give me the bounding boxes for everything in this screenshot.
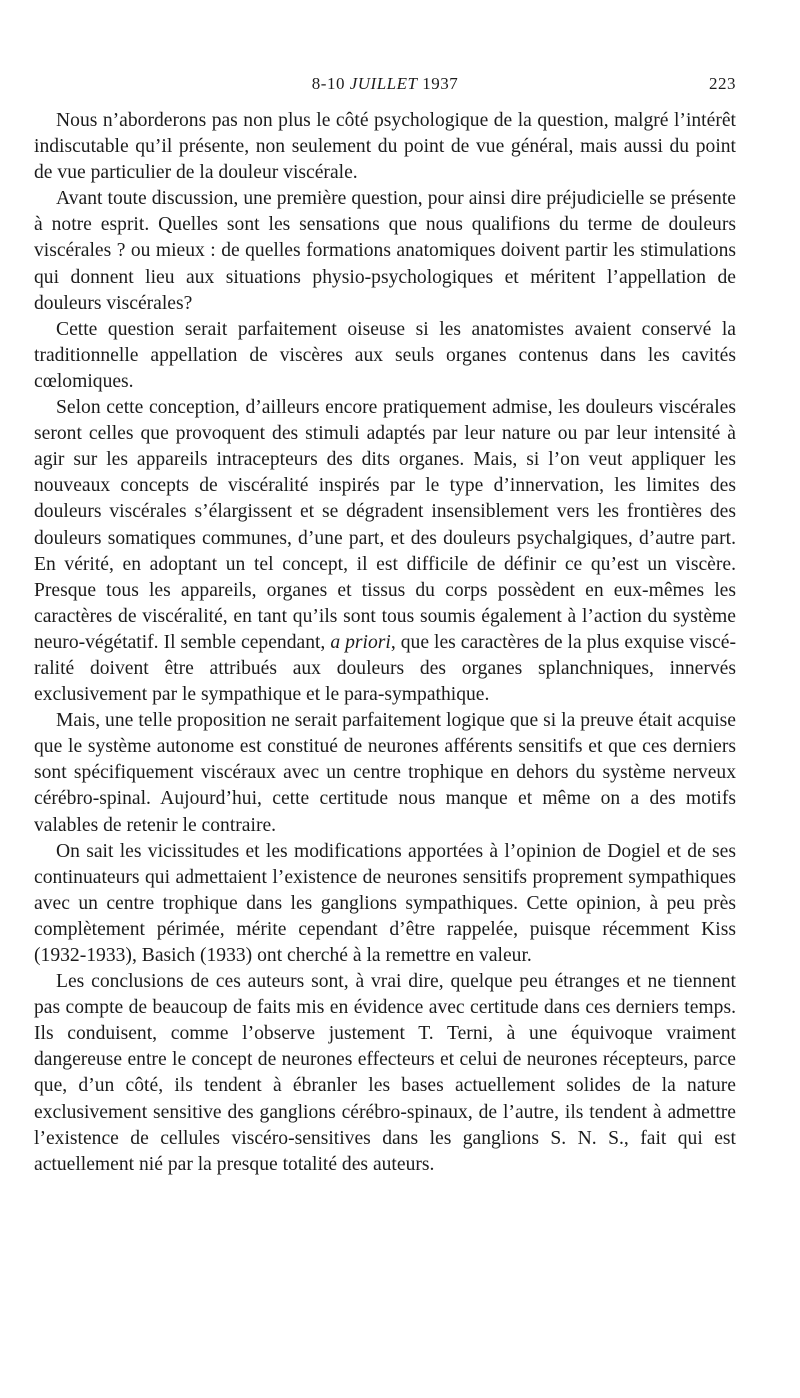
journal-page: [34, 70, 736, 1178]
paragraph: Nous n’aborderons pas non plus le côté psychologique de la question, malgré l’intérêt indiscutable qu’il présente, non seulement du point de vue général, mais aussi du point de vue particulier de la douleur viscérale.: [34, 110, 736, 184]
paragraph: Cette question serait parfaitement oiseuse si les anatomistes avaient conservé la traditionnelle appellation de viscères aux seuls organes contenus dans les cavités cœlomiques.: [34, 318, 736, 392]
paragraph: [34, 395, 736, 708]
page-number: 223: [709, 74, 736, 93]
paragraph-text: Selon cette conception, d’ailleurs encore pratiquement admise, les douleurs viscérales seront celles que provoquent des stimuli adaptés par leur nature ou par leur intensité à agir sur les appareils intracepteurs des dits organes. Mais, si l’on veut appliquer les nouveaux concepts de viscéralité inspirés par le type d’innervation, les limites des douleurs viscérales s’élargissent et se dégradent insensiblement vers les frontières des douleurs somatiques communes, d’une part, et des douleurs psychalgiques, d’autre part. En vérité, en adoptant un tel concept, il est difficile de définir ce qu’est un viscère. Presque tous les appareils, organes et tissus du corps possèdent en eux-mêmes les caractères de viscéralité, en tant qu’ils sont tous soumis également à l’action du système neuro-végétatif. Il semble cependant,: [34, 397, 736, 653]
paragraph: Les conclusions de ces auteurs sont, à vrai dire, quelque peu étranges et ne tiennent pas compte de beaucoup de faits mis en évidence avec certitude dans ces derniers temps. Ils conduisent, comme l’observe justement T. Terni, à une équivoque vraiment dangereuse entre le concept de neurones effecteurs et celui de neurones récepteurs, parce que, d’un côté, ils tendent à ébranler les bases actuellement solides de la nature exclusivement sensitive des ganglions cérébro-spinaux, de l’autre, ils tendent à admettre l’existence de cellules viscéro-sensitives dans les ganglions S. N. S., fait qui est actuellement nié par la presque totalité des auteurs.: [34, 971, 736, 1175]
header-date-prefix: 8-10: [311, 74, 345, 93]
paragraph: Avant toute discussion, une première question, pour ainsi dire préjudicielle se présente à notre esprit. Quelles sont les sensations que nous qualifions du terme de douleurs viscérales ? ou mieux : de quelles formations anatomiques doivent partir les stimulations qui donnent lieu aux situations physio-psychologiques et méritent l’appellation de douleurs viscérales?: [34, 188, 736, 314]
header-date: [34, 74, 736, 94]
running-header: [34, 70, 736, 100]
header-month: JUILLET: [349, 74, 418, 93]
italic-phrase: a priori: [330, 631, 391, 653]
paragraph: On sait les vicissitudes et les modifications apportées à l’opinion de Dogiel et de ses continuateurs qui admettaient l’existence de neurones sensitifs proprement sympathiques avec un centre trophique dans les ganglions sympathiques. Cette opinion, à peu près complètement périmée, mérite cependant d’être rappelée, puisque récemment Kiss (1932-1933), Basich (1933) ont cherché à la remettre en valeur.: [34, 840, 736, 966]
paragraph-text: , que les caractères de la plus exquise viscéralité doivent être attribués aux douleurs des organes splanchniques, innervés exclusivement par le sympathique et le para-sympathique.: [34, 631, 736, 706]
paragraph: Mais, une telle proposition ne serait parfaitement logique que si la preuve était acquise que le système autonome est constitué de neurones afférents sensitifs et que ces derniers sont spécifiquement viscéraux avec un centre trophique en dehors du système nerveux cérébro-spinal. Aujourd’hui, cette certitude nous manque et même on a des motifs valables de retenir le contraire.: [34, 710, 736, 836]
header-year: 1937: [422, 74, 459, 93]
article-body: [34, 108, 736, 1178]
